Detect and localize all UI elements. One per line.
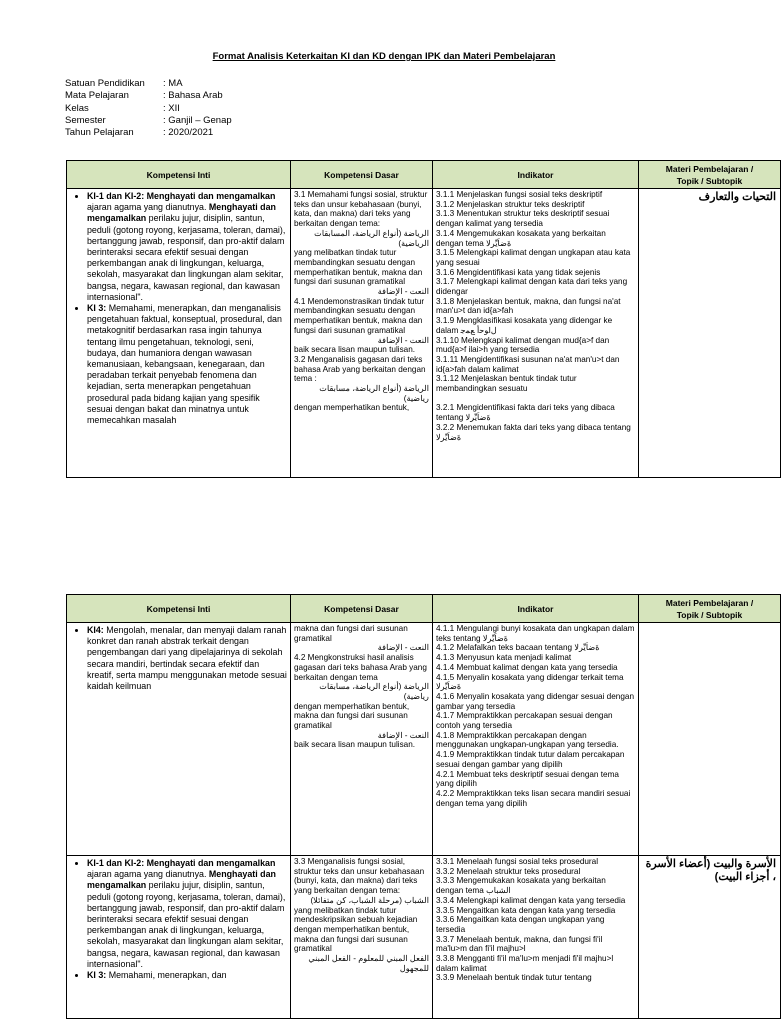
kd-cell xyxy=(291,856,433,1019)
indikator-line: 4.1.4 Membuat kalimat dengan kata yang tersedia xyxy=(436,662,618,672)
ki-item-text: perilaku jujur, disiplin, santun, peduli (gotong royong, kerjasama, toleran, damai), bertanggung jawab, responsif, dan pro-aktif dalam berinteraksi secara efektif sesuai dengan perkembangan anak di lingkungan, keluarga, sekolah, masyarakat dan lingkungan alam sekitar, bangsa, negara, kawasan regional, dan kawasan internasional". xyxy=(87,213,286,302)
kd-line: النعت - الإضافة xyxy=(377,730,429,740)
header-materi xyxy=(639,595,781,623)
header-materi-line2: Topik / Subtopik xyxy=(676,609,743,620)
indikator-line: 3.1.9 Mengklasifikasi kosakata yang didengar ke dalam ﻝاﻮﺣأ ﻊﻤﺟ xyxy=(436,316,613,335)
kd-line: 3.3 Menganalisis fungsi sosial, struktur teks dan unsur kebahasaan (bunyi, kata, dan makna) dari teks yang berkaitan dengan tema: xyxy=(294,857,425,896)
content-row xyxy=(67,189,781,478)
info-value: : XII xyxy=(163,102,180,114)
materi-cell xyxy=(639,623,781,856)
indikator-line: 3.3.4 Melengkapi kalimat dengan kata yang tersedia xyxy=(436,895,626,905)
kd-list xyxy=(291,623,432,855)
kd-line: الرياضة (أنواع الرياضة، مسابقات رياضية) xyxy=(319,384,429,403)
kd-list xyxy=(291,856,432,1017)
indikator-line: 3.1.11 Mengidentifikasi susunan na'at man'u>t dan id{a>fah dalam kalimat xyxy=(436,354,620,374)
indikator-line: 3.2.2 Menemukan fakta dari teks yang dibaca tentang ةَضاَيِّرلا xyxy=(436,422,631,442)
header-ki: Kompetensi Inti xyxy=(67,595,291,623)
materi-cell xyxy=(639,189,781,478)
ki-item-text: Mengolah, menalar, dan menyaji dalam ranah konkret dan ranah abstrak terkait dengan pengembangan dari yang dipelajarinya di sekolah secara mandiri, bertindak secara efektif dan kreatif, serta mampu menggunakan metode sesuai kaidah keilmuan xyxy=(87,625,287,692)
kd-line: الرياضة (أنواع الرياضة، مسابقات رياضية) xyxy=(319,682,429,701)
ki-item-bold: Menghayati dan mengamalkan xyxy=(87,869,276,891)
analysis-table-1 xyxy=(66,160,781,478)
header-row xyxy=(67,595,781,623)
indikator-cell xyxy=(433,623,639,856)
info-row xyxy=(65,90,232,102)
indikator-line: 3.3.7 Menelaah bentuk, makna, dan fungsi fi'il ma'lu>m dan fi'il majhu>l xyxy=(436,934,603,954)
ki-item-bold: KI-1 dan KI-2: Menghayati dan mengamalkan xyxy=(87,858,276,868)
ki-item-text: perilaku jujur, disiplin, santun, peduli (gotong royong, kerjasama, toleran, damai), bertanggung jawab, responsif, dan pro-aktif dalam berinteraksi secara efektif sesuai dengan perkembangan anak di lingkungan, keluarga, sekolah, masyarakat dan lingkungan alam sekitar, bangsa, negara, kawasan regional, dan kawasan internasional". xyxy=(87,880,286,969)
ki-item xyxy=(87,303,287,426)
ki-list xyxy=(67,189,290,426)
info-key: Tahun Pelajaran xyxy=(65,127,134,139)
indikator-line: 4.1.8 Mempraktikkan percakapan dengan menggunakan ungkapan-ungkapan yang tersedia. xyxy=(436,730,619,750)
info-row xyxy=(65,78,232,90)
indikator-line: 4.1.2 Melafalkan teks bacaan tentang ةَضاَيِّرلا xyxy=(436,643,600,653)
ki-item-text: Memahami, menerapkan, dan xyxy=(106,970,227,981)
indikator-line: 3.3.5 Mengaitkan kata dengan kata yang tersedia xyxy=(436,905,616,915)
kd-line: الشباب (مرحلة الشباب، كن متفائلا) xyxy=(310,895,429,905)
materi-topic: الأسرة والبيت (أعضاء الأسرة ، أجزاء البيت) xyxy=(645,858,776,883)
indikator-cell xyxy=(433,856,639,1019)
header-materi-line1: Materi Pembelajaran / xyxy=(665,597,754,608)
ki-list xyxy=(67,623,290,692)
ki-item-bold: Menghayati dan mengamalkan xyxy=(87,202,276,224)
indikator-line: 4.2.2 Mempraktikkan teks lisan secara mandiri sesuai dengan tema yang dipilih xyxy=(436,788,631,808)
header-indikator: Indikator xyxy=(433,161,639,189)
info-row xyxy=(65,103,232,115)
header-materi xyxy=(639,161,781,189)
kd-line: 3.1 Memahami fungsi sosial, struktur teks dan unsur kebahasaan (bunyi, kata, dan makna) dari teks yang berkaitan dengan tema: xyxy=(294,190,428,229)
content-row xyxy=(67,623,781,856)
indikator-line: 4.1.6 Menyalin kosakata yang didengar sesuai dengan gambar yang tersedia xyxy=(436,691,635,711)
indikator-cell xyxy=(433,189,639,478)
indikator-line: 3.1.8 Menjelaskan bentuk, makna, dan fungsi na'at man'u>t dan id{a>fah xyxy=(436,296,621,316)
document-info xyxy=(65,78,232,139)
indikator-line: 3.3.6 Mengaitkan kata dengan ungkapan yang tersedia xyxy=(436,915,605,934)
indikator-line: 3.3.3 Mengemukakan kosakata yang berkaitan dengan tema الشباب xyxy=(436,876,606,896)
kd-line: النعت - الإضافة xyxy=(377,335,429,345)
indikator-line: 3.1.6 Mengidentifikasi kata yang tidak sejenis xyxy=(436,267,601,277)
ki-item-bold: KI4: xyxy=(87,625,104,635)
indikator-line: 3.1.5 Melengkapi kalimat dengan ungkapan atau kata yang sesuai xyxy=(436,248,631,267)
materi-topic: التحيات والتعارف xyxy=(698,191,776,203)
ki-item xyxy=(87,625,287,692)
info-value: : MA xyxy=(163,78,183,89)
materi-topic xyxy=(639,623,780,855)
indikator-line: 3.1.3 Menentukan struktur teks deskriptif sesuai dengan kalimat yang tersedia xyxy=(436,209,610,229)
kd-line: yang melibatkan tindak tutur mendeskripsikan sebuah kejadian dengan memperhatikan bentuk, makna dan fungsi dari susunan gramatikal xyxy=(294,905,418,954)
ki-cell xyxy=(67,623,291,856)
kd-cell xyxy=(291,189,433,478)
content-row xyxy=(67,856,781,1019)
header-kd: Kompetensi Dasar xyxy=(291,595,433,623)
indikator-line: 4.1.1 Mengulangi bunyi kosakata dan ungkapan dalam teks tentang ةَضاَيِّرلا xyxy=(436,624,635,643)
info-value: : Ganjil – Genap xyxy=(163,114,232,126)
indikator-list xyxy=(433,856,638,1017)
header-materi-line2: Topik / Subtopik xyxy=(676,175,743,186)
indikator-line: 3.3.9 Menelaah bentuk tindak tutur tentang xyxy=(436,973,592,983)
kd-line: 4.1 Mendemonstrasikan tindak tutur membandingkan sesuatu dengan memperhatikan bentuk, makna dan fungsi dari susunan gramatikal xyxy=(294,296,425,335)
indikator-line: 3.1.7 Melengkapi kalimat dengan kata dari teks yang didengar xyxy=(436,277,628,297)
ki-item xyxy=(87,858,287,970)
indikator-line: 3.1.10 Melengkapi kalimat dengan mud{a>f dan mud{a>f ilai>h yang tersedia xyxy=(436,335,610,355)
indikator-line: 3.3.2 Menelaah struktur teks prosedural xyxy=(436,866,581,876)
ki-item-text: Memahami, menerapkan, dan menganalisis pengetahuan faktual, konseptual, prosedural, dan metakognitif berdasarkan rasa ingin tahunya tentang ilmu pengetahuan, teknologi, seni, budaya, dan humaniora dengan wawasan kemanusiaan, kebangsaan, kenegaraan, dan peradaban terkait penyebab fenomena dan kejadian, serta menerapkan pengetahuan prosedural pada bidang kajian yang spesifik sesuai dengan bakat dan minatnya untuk memecahkan masalah xyxy=(87,303,282,426)
ki-list xyxy=(67,856,290,981)
page-title: Format Analisis Keterkaitan KI dan KD dengan IPK dan Materi Pembelajaran xyxy=(212,51,556,62)
kd-line: dengan memperhatikan bentuk, xyxy=(294,403,410,413)
ki-cell xyxy=(67,856,291,1019)
header-materi-line1: Materi Pembelajaran / xyxy=(665,163,754,174)
header-row xyxy=(67,161,781,189)
analysis-table-2 xyxy=(66,594,781,1019)
kd-line: baik secara lisan maupun tulisan. xyxy=(294,740,416,750)
ki-item-text: ajaran agama yang dianutnya. xyxy=(87,869,209,880)
indikator-line: 4.2.1 Membuat teks deskriptif sesuai dengan tema yang dipilih xyxy=(436,769,619,789)
info-row xyxy=(65,115,232,127)
indikator-line: 4.1.9 Mempraktikkan tindak tutur dalam percakapan sesuai dengan gambar yang dipilih xyxy=(436,750,625,769)
indikator-line: 3.3.1 Menelaah fungsi sosial teks prosedural xyxy=(436,857,599,866)
indikator-list xyxy=(433,623,638,855)
kd-list xyxy=(291,189,432,477)
info-key: Mata Pelajaran xyxy=(65,90,129,102)
indikator-line: 3.1.4 Mengemukakan kosakata yang berkaitan dengan tema ةَضاَيِّرلا xyxy=(436,228,606,248)
info-key: Semester xyxy=(65,114,106,126)
ki-item-bold: KI 3: xyxy=(87,303,107,314)
info-row xyxy=(65,127,232,139)
info-value: : Bahasa Arab xyxy=(163,90,223,102)
info-key: Satuan Pendidikan xyxy=(65,78,145,89)
indikator-line: 3.3.8 Mengganti fi'il ma'lu>m menjadi fi'il majhu>l dalam kalimat xyxy=(436,954,614,973)
ki-item-bold: KI-1 dan KI-2: Menghayati dan mengamalkan xyxy=(87,191,276,201)
kd-cell xyxy=(291,623,433,856)
info-value: : 2020/2021 xyxy=(163,127,214,139)
indikator-line: 3.1.1 Menjelaskan fungsi sosial teks deskriptif xyxy=(436,190,603,199)
kd-line: baik secara lisan maupun tulisan. xyxy=(294,345,416,355)
indikator-line: 3.1.12 Menjelaskan bentuk tindak tutur membandingkan sesuatu xyxy=(436,374,577,394)
indikator-line: 4.1.7 Mempraktikkan percakapan sesuai dengan contoh yang tersedia xyxy=(436,711,613,731)
header-indikator: Indikator xyxy=(433,595,639,623)
kd-line: makna dan fungsi dari susunan gramatikal xyxy=(294,624,408,643)
kd-line: 3.2 Menganalisis gagasan dari teks bahasa Arab yang berkaitan dengan tema : xyxy=(294,354,426,384)
header-kd: Kompetensi Dasar xyxy=(291,161,433,189)
indikator-line: 3.2.1 Mengidentifikasi fakta dari teks yang dibaca tentang ةَضاَيِّرلا xyxy=(436,403,615,423)
ki-cell xyxy=(67,189,291,478)
kd-line: الفعل المبني للمعلوم - الفعل المبني للمجهول xyxy=(308,954,429,973)
ki-item xyxy=(87,191,287,303)
info-key: Kelas xyxy=(65,102,89,114)
indikator-line: 4.1.5 Menyalin kosakata yang didengar terkait tema ةَضاَيِّرلا xyxy=(436,672,624,692)
ki-item-text: ajaran agama yang dianutnya. xyxy=(87,202,209,213)
kd-line: yang melibatkan tindak tutur membandingkan sesuatu dengan memperhatikan bentuk, makna dan fungsi dari susunan gramatikal xyxy=(294,248,423,287)
kd-line: dengan memperhatikan bentuk, makna dan fungsi dari susunan gramatikal xyxy=(294,701,410,731)
kd-line: الرياضة (أنواع الرياضة، المسابقات الرياضية) xyxy=(314,228,429,248)
indikator-line: 3.1.2 Menjelaskan struktur teks deskriptif xyxy=(436,199,585,209)
indikator-line: 4.1.3 Menyusun kata menjadi kalimat xyxy=(436,653,572,663)
kd-line: النعت - الإضافة xyxy=(377,643,429,653)
indikator-list xyxy=(433,189,638,477)
ki-item-bold: KI 3: xyxy=(87,970,107,981)
materi-cell xyxy=(639,856,781,1019)
header-ki: Kompetensi Inti xyxy=(67,161,291,189)
kd-line: 4.2 Mengkonstruksi hasil analisis gagasan dari teks bahasa Arab yang berkaitan dengan tema xyxy=(294,653,427,682)
kd-line: النعت - الإضافة xyxy=(377,287,429,297)
ki-item xyxy=(87,970,287,981)
indikator-line xyxy=(436,394,635,404)
